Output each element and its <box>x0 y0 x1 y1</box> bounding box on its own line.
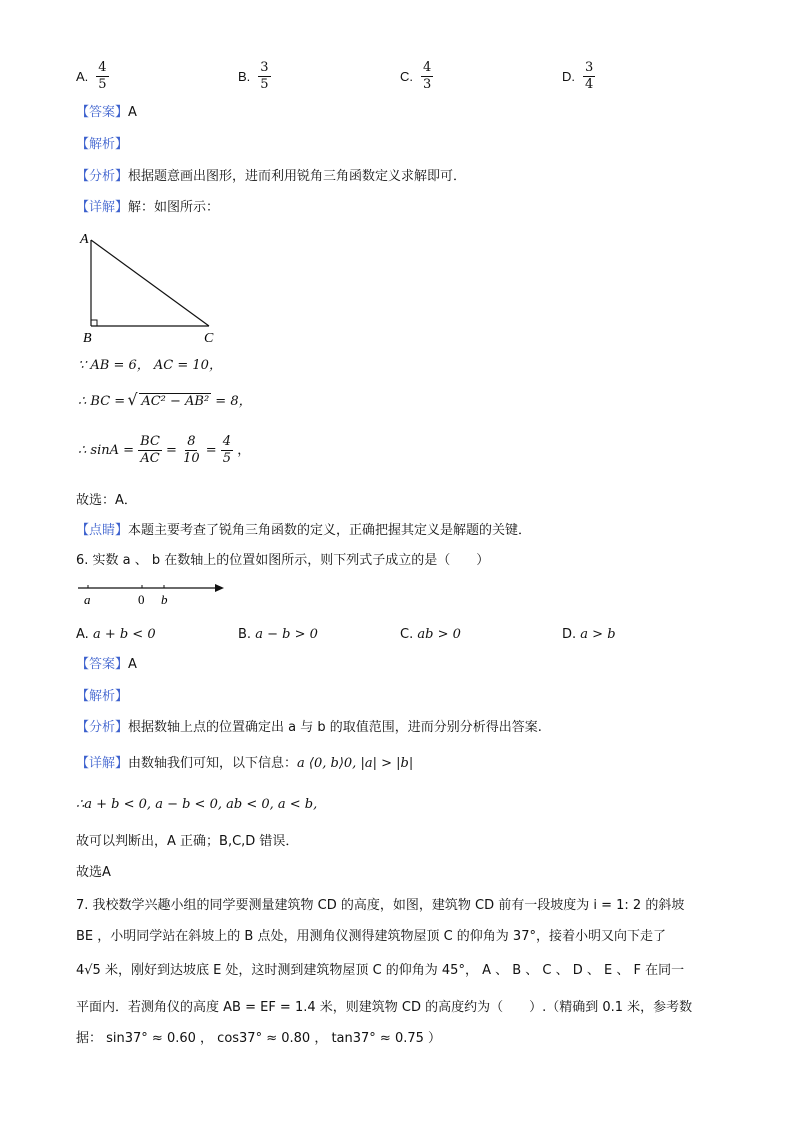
q7-line2: BE ，小明同学站在斜坡上的 B 点处，用测角仪测得建筑物屋顶 C 的仰角为 37°，接着小明又向下走了 <box>76 929 666 944</box>
q5-choose: 故选：A． <box>76 493 137 508</box>
axis-label-a: a <box>84 592 91 607</box>
q6-number-line <box>76 578 236 608</box>
detail-tag: 【详解】 <box>76 200 129 215</box>
q6-analysis-tag: 【解析】 <box>76 689 129 704</box>
q5-fenxi <box>76 168 466 186</box>
vertex-b-label: B <box>83 331 92 346</box>
answer-value: A <box>128 105 137 120</box>
q5-triangle-figure <box>76 226 236 348</box>
q5-comment <box>76 522 531 540</box>
option-fraction: $\frac{4}{5}$ <box>98 60 107 92</box>
q6-detail: 【详解】由数轴我们可知，以下信息：a ⟨0, b⟩0, |a| > |b| <box>76 756 414 771</box>
detail-text: 解：如图所示： <box>128 200 220 215</box>
option-fraction: $\frac{3}{5}$ <box>260 60 269 92</box>
q5-detail <box>76 199 219 217</box>
vertex-c-label: C <box>204 331 214 346</box>
answer-tag: 【答案】 <box>76 105 129 120</box>
q5-option-c <box>400 60 433 93</box>
q6-option-d: D. a > b <box>562 627 616 642</box>
option-fraction: $\frac{4}{3}$ <box>423 60 432 92</box>
q6-line2: 故可以判断出，A 正确；B,C,D 错误． <box>76 834 299 849</box>
q5-line1: ∵ AB = 6， AC = 10， <box>78 358 222 373</box>
q6-line1: ∴a + b < 0, a − b < 0, ab < 0, a < b, <box>76 797 318 812</box>
option-letter: B. <box>238 69 251 84</box>
axis-label-b: b <box>161 592 168 607</box>
option-letter: D. <box>562 69 575 84</box>
axis-label-zero: 0 <box>138 592 145 607</box>
option-fraction: $\frac{3}{4}$ <box>585 60 594 92</box>
q7-line3: 4√5 米，刚好到达坡底 E 处，这时测到建筑物屋顶 C 的仰角为 45°， A 、 B 、 C 、 D 、 E 、 F 在同一 <box>76 963 685 978</box>
q5-option-d <box>562 60 595 93</box>
comment-text: 本题主要考查了锐角三角函数的定义，正确把握其定义是解题的关键． <box>128 523 532 538</box>
option-letter: C. <box>400 69 413 84</box>
q5-option-b <box>238 60 271 93</box>
fenxi-text: 根据题意画出图形，进而利用锐角三角函数定义求解即可． <box>128 169 467 184</box>
q6-fenxi: 【分析】根据数轴上点的位置确定出 a 与 b 的取值范围，进而分别分析得出答案. <box>76 720 542 735</box>
q5-analysis-tag: 【解析】 <box>76 137 129 152</box>
option-letter: A. <box>76 69 89 84</box>
comment-tag: 【点睛】 <box>76 523 129 538</box>
q7-line4: 平面内．若测角仪的高度 AB = EF = 1.4 米，则建筑物 CD 的高度约为（ ）.（精确到 0.1 米，参考数 <box>76 1000 693 1015</box>
q6-stem: 6. 实数 a 、 b 在数轴上的位置如图所示，则下列式子成立的是（ ） <box>76 553 490 568</box>
q6-option-a: A. a + b < 0 <box>76 627 156 642</box>
q6-option-c: C. ab > 0 <box>400 627 461 642</box>
q5-option-a <box>76 60 109 93</box>
q5-line2: ∴ BC = √ AC² − AB² = 8， <box>78 393 252 411</box>
q6-choose: 故选A <box>76 865 111 880</box>
q5-line3: ∴ sinA = $\frac{BC}{AC}$ = $\frac{8}{10}$ = $\frac{4}{5}$ ， <box>78 434 251 466</box>
q6-option-b: B. a − b > 0 <box>238 627 318 642</box>
q6-answer: 【答案】A <box>76 657 137 672</box>
q7-line5: 据： sin37° ≈ 0.60 ， cos37° ≈ 0.80 ， tan37° ≈ 0.75 ） <box>76 1031 442 1046</box>
q5-answer <box>76 104 137 122</box>
vertex-a-label: A <box>80 232 89 247</box>
q7-line1: 7. 我校数学兴趣小组的同学要测量建筑物 CD 的高度，如图，建筑物 CD 前有一段坡度为 i = 1: 2 的斜坡 <box>76 898 685 913</box>
fenxi-tag: 【分析】 <box>76 169 129 184</box>
